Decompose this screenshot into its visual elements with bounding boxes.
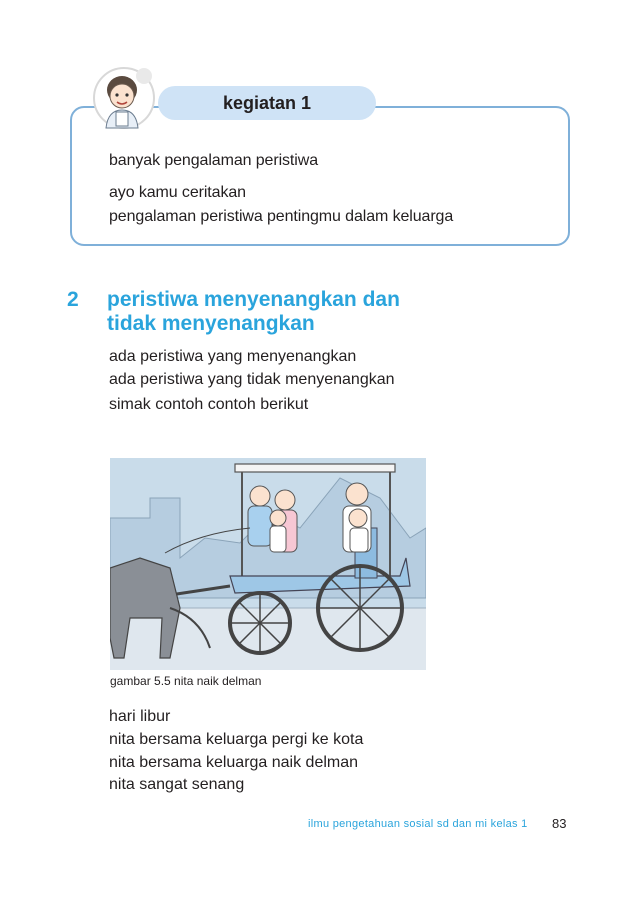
story-line-2: nita bersama keluarga pergi ke kota — [109, 731, 364, 748]
section-number: 2 — [67, 288, 79, 311]
section-title — [107, 288, 400, 336]
section-line-2: ada peristiwa yang tidak menyenangkan — [109, 371, 395, 388]
activity-line-3: pengalaman peristiwa pentingmu dalam keluarga — [109, 208, 454, 225]
delman-illustration — [110, 458, 426, 670]
activity-line-2: ayo kamu ceritakan — [109, 184, 246, 201]
page-number: 83 — [552, 816, 567, 831]
section-title-line-2: tidak menyenangkan — [107, 312, 315, 335]
section-line-1: ada peristiwa yang menyenangkan — [109, 348, 357, 365]
story-line-1: hari libur — [109, 708, 171, 725]
figure-caption: gambar 5.5 nita naik delman — [110, 674, 262, 688]
student-mascot-icon — [92, 64, 156, 134]
activity-title: kegiatan 1 — [158, 86, 376, 120]
story-line-4: nita sangat senang — [109, 776, 245, 793]
footer-book-title: ilmu pengetahuan sosial sd dan mi kelas 1 — [308, 818, 528, 830]
section-line-3: simak contoh contoh berikut — [109, 396, 309, 413]
section-title-line-1: peristiwa menyenangkan dan — [107, 288, 400, 311]
activity-line-1: banyak pengalaman peristiwa — [109, 152, 318, 169]
story-line-3: nita bersama keluarga naik delman — [109, 754, 359, 771]
